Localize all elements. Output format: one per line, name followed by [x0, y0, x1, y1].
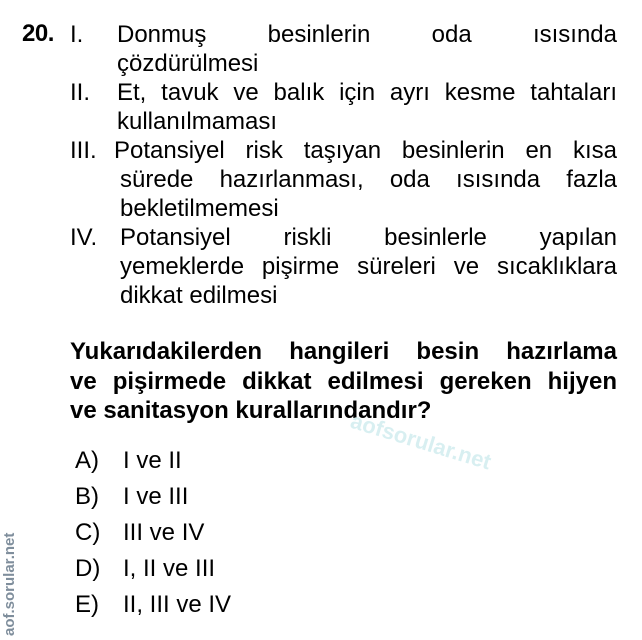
statement-line: Potansiyel riskli besinlerle yapılan [120, 224, 617, 251]
option-label: E) [75, 591, 99, 618]
option-d[interactable] [75, 555, 215, 583]
option-text: III ve IV [123, 519, 205, 546]
option-e[interactable] [75, 591, 231, 619]
statement-iv [70, 223, 617, 310]
statement-i [70, 20, 617, 78]
option-a[interactable] [75, 447, 182, 475]
statement-line: yemeklerde pişirme süreleri ve sıcaklıklara [120, 253, 617, 280]
option-label: A) [75, 447, 99, 474]
statement-line: dikkat edilmesi [120, 282, 278, 309]
option-b[interactable] [75, 483, 188, 511]
question-prompt [70, 337, 617, 426]
statement-line: bekletilmemesi [120, 195, 279, 222]
roman-numeral: IV. [70, 224, 98, 251]
option-text: I, II ve III [123, 555, 216, 582]
option-label: D) [75, 555, 101, 582]
statement-line: çözdürülmesi [117, 50, 259, 77]
option-c[interactable] [75, 519, 204, 547]
option-text: I ve II [123, 447, 182, 474]
option-label: C) [75, 519, 101, 546]
statement-line: Potansiyel risk taşıyan besinlerin en kısa [114, 137, 617, 164]
statement-iii [70, 136, 617, 223]
prompt-line: ve sanitasyon kurallarındandır? [70, 397, 432, 424]
question-number: 20. [22, 20, 54, 47]
roman-numeral: I. [70, 21, 84, 48]
prompt-line: ve pişirmede dikkat edilmesi gereken hijyen [70, 367, 617, 395]
watermark-vertical: aof.sorular.net [1, 532, 18, 636]
option-text: I ve III [123, 483, 189, 510]
statement-line: Et, tavuk ve balık için ayrı kesme tahtaları [117, 79, 617, 106]
watermark-diagonal: aofsorular.net [347, 408, 495, 475]
option-text: II, III ve IV [123, 591, 232, 618]
statement-line: kullanılmaması [117, 108, 278, 135]
statement-line: Donmuş besinlerin oda ısısında [117, 21, 617, 48]
statement-ii [70, 78, 617, 136]
prompt-line: Yukarıdakilerden hangileri besin hazırlama [70, 338, 617, 365]
statement-line: sürede hazırlanması, oda ısısında fazla [120, 166, 617, 193]
roman-numeral: III. [70, 137, 97, 164]
roman-numeral: II. [70, 79, 91, 106]
option-label: B) [75, 483, 99, 510]
